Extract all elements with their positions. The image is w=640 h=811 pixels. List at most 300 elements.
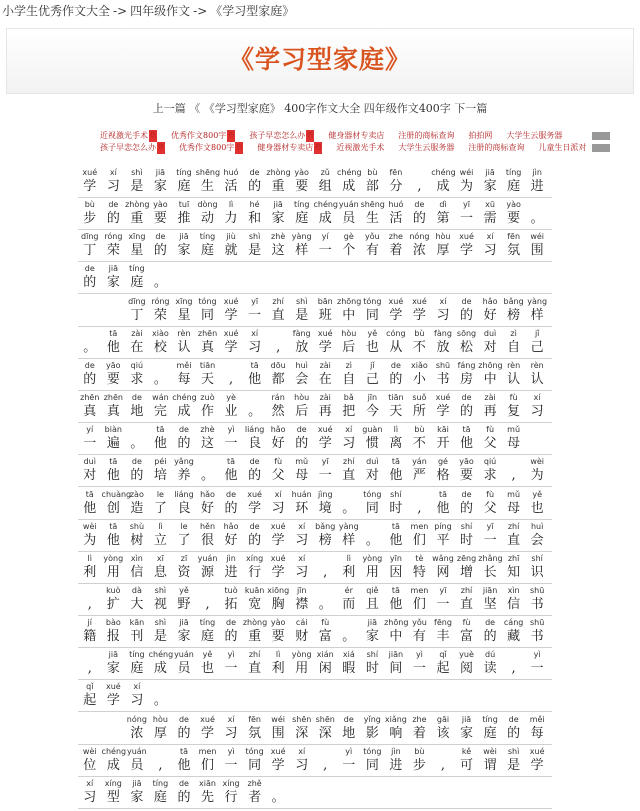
ruby-char bbox=[313, 361, 337, 393]
pinyin: xué bbox=[529, 746, 545, 756]
pinyin: shēng bbox=[360, 200, 385, 210]
ruby-char bbox=[266, 747, 290, 779]
pinyin: dīng bbox=[81, 232, 99, 242]
hanzi: 书 bbox=[436, 371, 450, 387]
pinyin: yòng bbox=[362, 553, 383, 563]
ad-link[interactable] bbox=[100, 130, 157, 142]
hanzi: 围 bbox=[530, 243, 544, 259]
hanzi: 也 bbox=[201, 661, 215, 677]
ad-link-label: 近视激光手术 bbox=[100, 131, 148, 140]
pinyin: zhēn bbox=[80, 393, 100, 403]
pinyin: zhēn bbox=[103, 393, 123, 403]
pinyin: zēng bbox=[456, 553, 477, 563]
ruby-char bbox=[502, 650, 526, 682]
hanzi: 坚 bbox=[483, 596, 497, 612]
ad-link[interactable] bbox=[249, 130, 314, 142]
pinyin: chéng bbox=[313, 200, 339, 210]
ruby-char bbox=[361, 490, 385, 522]
hanzi: 的 bbox=[177, 725, 191, 741]
ruby-char bbox=[102, 329, 126, 361]
hanzi: 完 bbox=[153, 404, 167, 420]
ruby-char bbox=[361, 715, 385, 747]
ruby-char bbox=[149, 264, 173, 296]
pinyin: men bbox=[198, 746, 217, 756]
ruby-char bbox=[243, 393, 267, 425]
pinyin: tóng bbox=[245, 746, 264, 756]
pinyin: jiā bbox=[273, 200, 283, 210]
ruby-char bbox=[196, 618, 220, 650]
ruby-char bbox=[361, 232, 385, 264]
pinyin: yí bbox=[86, 425, 94, 435]
ruby-char bbox=[525, 393, 549, 425]
hanzi: 着 bbox=[412, 725, 426, 741]
hanzi: 会 bbox=[530, 532, 544, 548]
pinyin: wéi bbox=[271, 714, 285, 724]
ruby-char bbox=[384, 393, 408, 425]
hanzi: 良 bbox=[177, 500, 191, 516]
ruby-char bbox=[149, 200, 173, 232]
ruby-char bbox=[502, 490, 526, 522]
ruby-char bbox=[361, 650, 385, 682]
ad-link[interactable] bbox=[179, 142, 243, 154]
pinyin: dòng bbox=[197, 200, 218, 210]
pinyin: xiǎng bbox=[384, 714, 407, 724]
hanzi: 的 bbox=[460, 404, 474, 420]
ruby-char bbox=[525, 554, 549, 586]
ruby-char bbox=[290, 747, 314, 779]
ruby-char bbox=[313, 457, 337, 489]
hanzi: 格 bbox=[436, 468, 450, 484]
pinyin: shēn bbox=[315, 714, 335, 724]
hanzi: 校 bbox=[153, 339, 167, 355]
hanzi: 时 bbox=[389, 500, 403, 516]
ruby-char bbox=[478, 522, 502, 554]
pinyin: xíng bbox=[222, 778, 240, 788]
pinyin bbox=[337, 618, 361, 628]
ruby-char bbox=[102, 682, 126, 714]
ruby-char bbox=[455, 586, 479, 618]
ruby-char bbox=[243, 522, 267, 554]
hanzi: 己 bbox=[365, 371, 379, 387]
hanzi: 的 bbox=[507, 725, 521, 741]
ruby-char bbox=[219, 200, 243, 232]
hanzi: 庭 bbox=[153, 789, 167, 805]
pinyin: hòu bbox=[435, 232, 451, 242]
ad-link-label: 注册的商标查询 bbox=[468, 143, 525, 152]
ruby-char bbox=[384, 586, 408, 618]
hanzi: 好 bbox=[224, 532, 238, 548]
ruby-char bbox=[125, 329, 149, 361]
hanzi: 一 bbox=[318, 468, 332, 484]
hanzi: 直 bbox=[460, 596, 474, 612]
ruby-char bbox=[408, 618, 432, 650]
pinyin: sōng bbox=[456, 328, 477, 338]
ruby-char bbox=[290, 200, 314, 232]
pinyin: jìn bbox=[391, 746, 401, 756]
pinyin: fáng bbox=[457, 360, 476, 370]
pinyin: de bbox=[249, 168, 260, 177]
ad-links-row bbox=[100, 130, 620, 142]
hanzi: 成 bbox=[177, 404, 191, 420]
pinyin: de bbox=[390, 360, 401, 370]
ruby-char bbox=[266, 361, 290, 393]
pinyin: bǎng bbox=[503, 296, 524, 306]
hanzi: 家 bbox=[106, 275, 120, 291]
hanzi: 他 bbox=[153, 436, 167, 452]
hanzi: 了 bbox=[177, 532, 191, 548]
pinyin: yàng bbox=[527, 296, 548, 306]
hanzi: 他 bbox=[106, 468, 120, 484]
pinyin: chuàng bbox=[101, 489, 132, 499]
hanzi: 中 bbox=[483, 371, 497, 387]
ad-link[interactable] bbox=[468, 142, 524, 154]
hanzi: 不 bbox=[412, 339, 426, 355]
hanzi: 。 bbox=[153, 275, 167, 291]
hanzi: 习 bbox=[342, 436, 356, 452]
hanzi: 氛 bbox=[507, 243, 521, 259]
pinyin: róng bbox=[104, 232, 123, 242]
ruby-char bbox=[384, 425, 408, 457]
text-line bbox=[78, 200, 549, 232]
hanzi: 习 bbox=[271, 500, 285, 516]
hanzi: 的 bbox=[224, 629, 238, 645]
hanzi: 学 bbox=[248, 500, 262, 516]
hanzi: 因 bbox=[389, 564, 403, 580]
ruby-char bbox=[102, 457, 126, 489]
hanzi: 厚 bbox=[436, 243, 450, 259]
pinyin: bǎng bbox=[315, 521, 336, 531]
pinyin: huó bbox=[223, 168, 239, 177]
hanzi: 员 bbox=[130, 757, 144, 773]
hanzi: 。 bbox=[342, 500, 356, 516]
hanzi: 习 bbox=[106, 179, 120, 194]
current-article-link[interactable]: 《 《学习型家庭》 400字作文大全 四年级作文400字 bbox=[189, 102, 451, 115]
pinyin: shū bbox=[530, 585, 545, 595]
ruby-char bbox=[219, 329, 243, 361]
hanzi: 的 bbox=[153, 243, 167, 259]
ruby-char bbox=[172, 554, 196, 586]
ruby-char bbox=[149, 618, 173, 650]
pinyin: chéng bbox=[101, 746, 127, 756]
ad-toggle-button[interactable] bbox=[592, 132, 610, 140]
pinyin: men bbox=[410, 585, 429, 595]
pinyin: xīng bbox=[175, 296, 193, 306]
ruby-char bbox=[361, 618, 385, 650]
hanzi: 一 bbox=[248, 307, 262, 323]
ad-link-label: 健身器材专卖店 bbox=[328, 131, 385, 140]
hanzi: 一 bbox=[224, 757, 238, 773]
ruby-char bbox=[313, 522, 337, 554]
hanzi: 好 bbox=[271, 436, 285, 452]
pinyin bbox=[149, 361, 173, 371]
ad-link[interactable] bbox=[538, 142, 586, 154]
ruby-char bbox=[125, 457, 149, 489]
ruby-char bbox=[219, 522, 243, 554]
hanzi: 作 bbox=[201, 404, 215, 420]
ruby-char bbox=[219, 457, 243, 489]
hanzi: 的 bbox=[83, 371, 97, 387]
ruby-char bbox=[290, 522, 314, 554]
ruby-char bbox=[149, 682, 173, 714]
pinyin: fàng bbox=[434, 328, 452, 338]
ruby-char bbox=[219, 715, 243, 747]
hanzi: 再 bbox=[483, 404, 497, 420]
ruby-char bbox=[502, 393, 526, 425]
ruby-char bbox=[408, 200, 432, 232]
hanzi: 复 bbox=[507, 404, 521, 420]
ruby-char bbox=[337, 618, 361, 650]
pinyin: zhě bbox=[247, 778, 262, 788]
hanzi: 浓 bbox=[412, 243, 426, 259]
hanzi: 的 bbox=[460, 500, 474, 516]
pinyin: zhǎng bbox=[478, 553, 503, 563]
hanzi: 放 bbox=[436, 339, 450, 355]
hanzi: 生 bbox=[201, 179, 215, 194]
hanzi: 好 bbox=[201, 500, 215, 516]
pinyin: yě bbox=[179, 585, 189, 595]
ruby-char bbox=[243, 586, 267, 618]
pinyin: de bbox=[226, 489, 237, 499]
hanzi: , bbox=[323, 564, 328, 580]
pinyin: shù bbox=[129, 521, 145, 531]
hanzi: 间 bbox=[389, 661, 403, 677]
pinyin: zhí bbox=[248, 650, 261, 660]
ruby-char bbox=[431, 393, 455, 425]
hanzi: , bbox=[87, 596, 92, 612]
hanzi: 动 bbox=[201, 211, 215, 227]
ruby-char bbox=[361, 522, 385, 554]
pinyin: huì bbox=[530, 521, 544, 531]
hanzi: 一 bbox=[436, 596, 450, 612]
pinyin: xué bbox=[270, 553, 286, 563]
pinyin: jǐ bbox=[534, 328, 540, 338]
hanzi: 在 bbox=[130, 339, 144, 355]
ruby-char bbox=[455, 232, 479, 264]
breadcrumb-grade-link[interactable]: 四年级作文 bbox=[130, 4, 191, 18]
ruby-char bbox=[102, 200, 126, 232]
ruby-char bbox=[196, 586, 220, 618]
hanzi: 所 bbox=[412, 404, 426, 420]
hanzi: 阅 bbox=[460, 661, 474, 677]
ad-link-label: 拍拍网 bbox=[468, 131, 493, 140]
pinyin: zhè bbox=[271, 232, 286, 242]
ruby-char bbox=[266, 200, 290, 232]
hanzi: 息 bbox=[153, 564, 167, 580]
pinyin: tíng bbox=[176, 168, 192, 177]
ad-toggle-button[interactable] bbox=[592, 144, 610, 152]
ruby-char bbox=[243, 168, 267, 200]
hanzi: 宽 bbox=[248, 596, 262, 612]
hanzi: 荣 bbox=[106, 243, 120, 259]
ruby-char bbox=[149, 457, 173, 489]
pinyin: zī bbox=[180, 553, 188, 563]
hanzi: 学 bbox=[460, 243, 474, 259]
hanzi: 起 bbox=[83, 693, 97, 709]
ruby-char bbox=[172, 168, 196, 200]
ruby-char bbox=[196, 329, 220, 361]
hanzi: 时 bbox=[365, 661, 379, 677]
hanzi: , bbox=[228, 371, 234, 387]
ad-link[interactable] bbox=[171, 130, 235, 142]
ruby-char bbox=[361, 425, 385, 457]
pinyin: shì bbox=[154, 618, 167, 628]
ad-link[interactable] bbox=[257, 142, 322, 154]
pinyin: yào bbox=[294, 168, 309, 177]
hanzi: 母 bbox=[295, 468, 309, 484]
pinyin: tā bbox=[85, 489, 94, 499]
pinyin: jīn bbox=[367, 393, 378, 403]
hanzi: 推 bbox=[177, 211, 191, 227]
ruby-char bbox=[384, 232, 408, 264]
ruby-char bbox=[502, 457, 526, 489]
ruby-char bbox=[525, 490, 549, 522]
hanzi: , bbox=[440, 757, 446, 773]
pinyin: de bbox=[249, 521, 260, 531]
ruby-char bbox=[196, 297, 220, 329]
hanzi: 同 bbox=[365, 757, 379, 773]
text-line bbox=[78, 232, 549, 264]
hanzi: 深 bbox=[295, 725, 309, 741]
pinyin: de bbox=[249, 457, 260, 467]
ad-link[interactable] bbox=[506, 130, 562, 142]
pinyin: yí bbox=[321, 232, 329, 242]
pinyin: xué bbox=[388, 296, 404, 306]
hanzi: , bbox=[323, 757, 328, 773]
ruby-char bbox=[478, 425, 502, 457]
ruby-char bbox=[408, 361, 432, 393]
pinyin: bù bbox=[367, 168, 378, 177]
ad-link-label: 注册的商标查询 bbox=[398, 131, 455, 140]
pinyin: de bbox=[84, 360, 95, 370]
ruby-char bbox=[431, 361, 455, 393]
next-article-link[interactable]: 下一篇 bbox=[454, 102, 488, 115]
hanzi: 特 bbox=[412, 564, 426, 580]
pinyin: zào bbox=[129, 489, 144, 499]
pinyin: zhòng bbox=[242, 618, 268, 628]
hanzi: 进 bbox=[530, 179, 544, 194]
ad-link[interactable] bbox=[328, 130, 384, 142]
hanzi: 重 bbox=[248, 629, 262, 645]
pinyin: zhè bbox=[200, 425, 215, 435]
pinyin: xiào bbox=[152, 328, 169, 338]
ruby-char bbox=[172, 425, 196, 457]
ruby-char bbox=[525, 650, 549, 682]
ruby-char bbox=[219, 650, 243, 682]
hanzi: 谓 bbox=[483, 757, 497, 773]
pinyin: wèi bbox=[530, 457, 544, 467]
hanzi: 严 bbox=[412, 468, 426, 484]
ruby-char bbox=[219, 232, 243, 264]
pinyin: yàng bbox=[291, 232, 312, 242]
pinyin: dīng bbox=[128, 296, 146, 306]
ad-link[interactable] bbox=[100, 142, 165, 154]
ruby-char bbox=[313, 232, 337, 264]
ruby-char bbox=[384, 618, 408, 650]
ruby-char bbox=[525, 618, 549, 650]
hanzi: 习 bbox=[224, 725, 238, 741]
hanzi: 而 bbox=[342, 596, 356, 612]
ruby-char bbox=[102, 522, 126, 554]
ruby-char bbox=[196, 393, 220, 425]
ruby-char bbox=[266, 618, 290, 650]
hanzi: 榜 bbox=[507, 307, 521, 323]
hanzi: 成 bbox=[106, 757, 120, 773]
ad-link[interactable] bbox=[468, 130, 492, 142]
hanzi: 他 bbox=[460, 436, 474, 452]
ad-link[interactable] bbox=[398, 142, 454, 154]
pinyin: tíng bbox=[505, 168, 522, 177]
breadcrumb-separator: -> bbox=[113, 4, 128, 18]
hanzi: 闲 bbox=[318, 661, 332, 677]
hanzi: 立 bbox=[153, 532, 167, 548]
ruby-char bbox=[337, 490, 361, 522]
hanzi: 着 bbox=[389, 243, 403, 259]
ruby-char bbox=[266, 715, 290, 747]
hanzi: 视 bbox=[153, 596, 167, 612]
ruby-char bbox=[125, 522, 149, 554]
ruby-char bbox=[408, 297, 432, 329]
prev-article-link[interactable]: 上一篇 bbox=[152, 102, 186, 115]
pinyin bbox=[313, 554, 337, 564]
hanzi: 响 bbox=[389, 725, 403, 741]
hot-tag: 热 bbox=[314, 142, 322, 154]
ruby-char bbox=[172, 747, 196, 779]
hanzi: 。 bbox=[318, 596, 332, 612]
pinyin: jiā bbox=[179, 618, 189, 628]
hanzi: 庭 bbox=[483, 725, 497, 741]
pinyin: gé bbox=[437, 457, 448, 467]
ruby-char bbox=[313, 425, 337, 457]
hanzi: 。 bbox=[201, 468, 215, 484]
pinyin: zhí bbox=[343, 457, 355, 467]
ruby-char bbox=[78, 264, 102, 296]
ruby-char bbox=[149, 425, 173, 457]
hanzi: 力 bbox=[224, 211, 238, 227]
pinyin: qiě bbox=[366, 585, 379, 595]
hanzi: 富 bbox=[318, 629, 332, 645]
hanzi: 学 bbox=[318, 339, 332, 355]
ad-link[interactable] bbox=[398, 130, 454, 142]
hanzi: 暇 bbox=[342, 661, 356, 677]
ruby-char bbox=[478, 329, 502, 361]
ruby-char bbox=[149, 168, 173, 200]
hanzi: 刊 bbox=[130, 629, 144, 645]
ruby-char bbox=[502, 747, 526, 779]
hanzi: 班 bbox=[318, 307, 332, 323]
ruby-char bbox=[78, 522, 102, 554]
hanzi: 后 bbox=[342, 339, 356, 355]
pinyin: dà bbox=[131, 585, 142, 595]
hanzi: 的 bbox=[83, 275, 97, 291]
ruby-char bbox=[125, 618, 149, 650]
ruby-char bbox=[219, 586, 243, 618]
hot-tag: 热 bbox=[157, 142, 165, 154]
pinyin: xué bbox=[459, 232, 474, 242]
ruby-char bbox=[502, 232, 526, 264]
hanzi: 野 bbox=[177, 596, 191, 612]
ruby-char bbox=[502, 554, 526, 586]
ruby-char bbox=[266, 297, 290, 329]
breadcrumb-home-link[interactable]: 小学生优秀作文大全 bbox=[2, 4, 111, 18]
ruby-char bbox=[172, 586, 196, 618]
pinyin: yī bbox=[321, 457, 329, 467]
ad-links bbox=[100, 130, 620, 154]
hot-tag: 热 bbox=[227, 130, 235, 142]
pinyin: yào bbox=[506, 200, 521, 210]
hanzi: 是 bbox=[248, 243, 262, 259]
hanzi: 庭 bbox=[201, 243, 215, 259]
ad-link[interactable] bbox=[336, 142, 384, 154]
